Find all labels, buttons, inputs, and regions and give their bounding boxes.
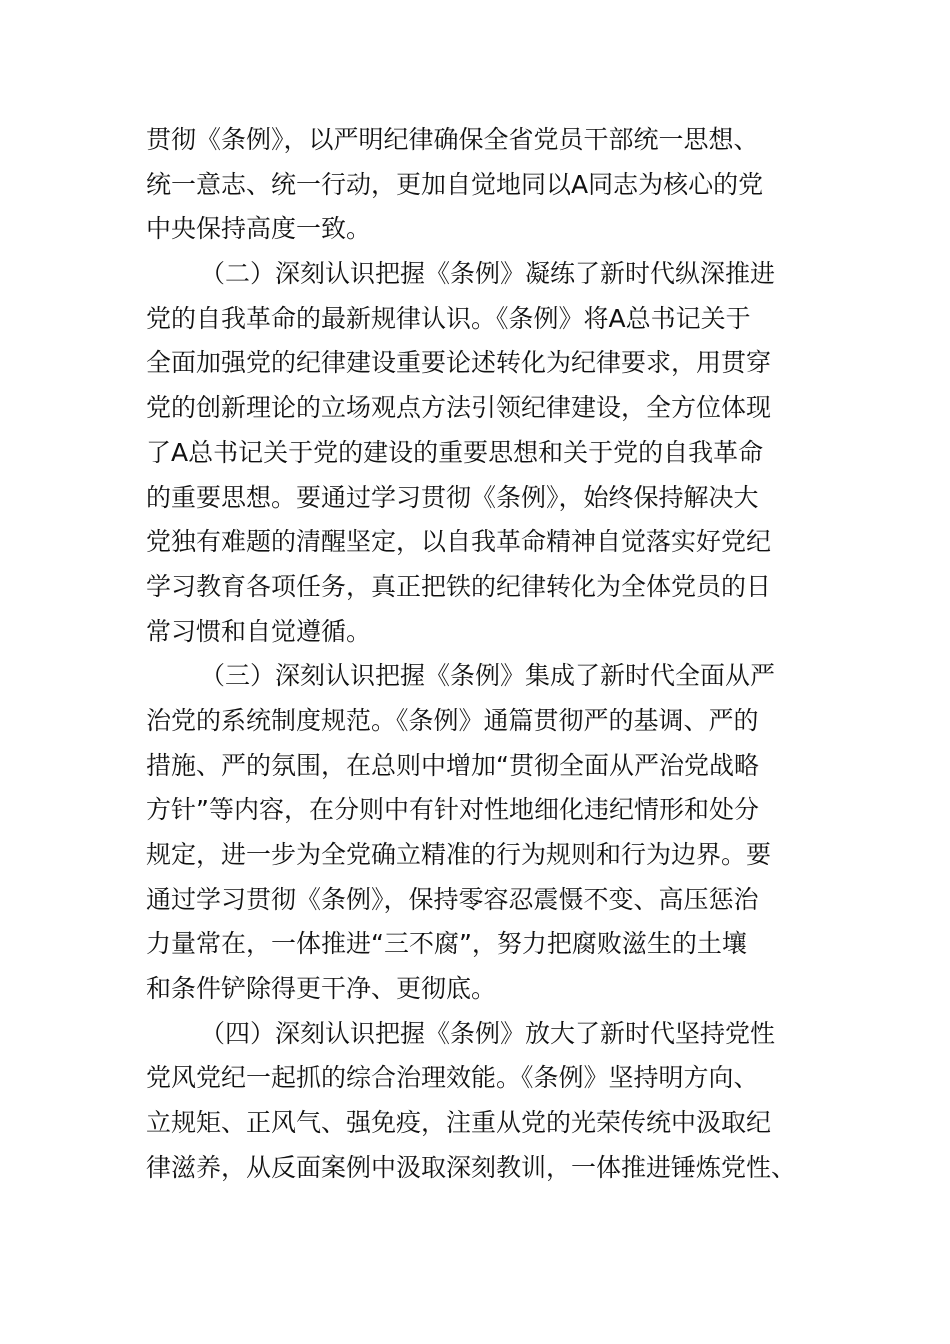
body-text bbox=[146, 118, 806, 1191]
text-line: 和条件铲除得更干净、更彻底。 bbox=[146, 974, 497, 1004]
section-heading-line: （三）深刻认识把握《条例》集成了新时代全面从严 bbox=[200, 661, 776, 691]
text-line: 统一意志、统一行动，更加自觉地同以A同志为核心的党 bbox=[146, 169, 764, 199]
text-line: 治党的系统制度规范。《条例》通篇贯彻严的基调、严的 bbox=[146, 705, 759, 735]
text-line: 方针”等内容，在分则中有针对性地细化违纪情形和处分 bbox=[146, 795, 759, 825]
text-line: 党独有难题的清醒坚定，以自我革命精神自觉落实好党纪 bbox=[146, 527, 772, 557]
text-line: 规定，进一步为全党确立精准的行为规则和行为边界。要 bbox=[146, 840, 772, 869]
text-line: 立规矩、正风气、强免疫，注重从党的光荣传统中汲取纪 bbox=[146, 1108, 772, 1138]
text-line: 的重要思想。要通过学习贯彻《条例》，始终保持解决大 bbox=[146, 482, 759, 512]
section-heading-line: （二）深刻认识把握《条例》凝练了新时代纵深推进 bbox=[200, 259, 776, 289]
text-line: 措施、严的氛围，在总则中增加“贯彻全面从严治党战略 bbox=[146, 750, 759, 780]
text-line: 全面加强党的纪律建设重要论述转化为纪律要求，用贯穿 bbox=[146, 348, 772, 378]
text-line: 贯彻《条例》，以严明纪律确保全省党员干部统一思想、 bbox=[146, 125, 759, 154]
text-line: 力量常在，一体推进“三不腐”，努力把腐败滋生的土壤 bbox=[146, 929, 747, 959]
text-line: 律滋养，从反面案例中汲取深刻教训，一体推进锤炼党性、 bbox=[146, 1152, 797, 1182]
text-line: 常习惯和自觉遵循。 bbox=[146, 616, 372, 646]
section-heading-line: （四）深刻认识把握《条例》放大了新时代坚持党性 bbox=[200, 1018, 776, 1048]
text-line: 学习教育各项任务，真正把铁的纪律转化为全体党员的日 bbox=[146, 571, 772, 601]
text-line: 党风党纪一起抓的综合治理效能。《条例》坚持明方向、 bbox=[146, 1063, 759, 1093]
text-line: 党的自我革命的最新规律认识。《条例》将A总书记关于 bbox=[146, 303, 751, 333]
text-line: 中央保持高度一致。 bbox=[146, 214, 372, 244]
text-line: 通过学习贯彻《条例》，保持零容忍震慑不变、高压惩治 bbox=[146, 884, 759, 914]
text-line: 党的创新理论的立场观点方法引领纪律建设，全方位体现 bbox=[146, 393, 772, 423]
text-line: 了A总书记关于党的建设的重要思想和关于党的自我革命 bbox=[146, 437, 764, 467]
